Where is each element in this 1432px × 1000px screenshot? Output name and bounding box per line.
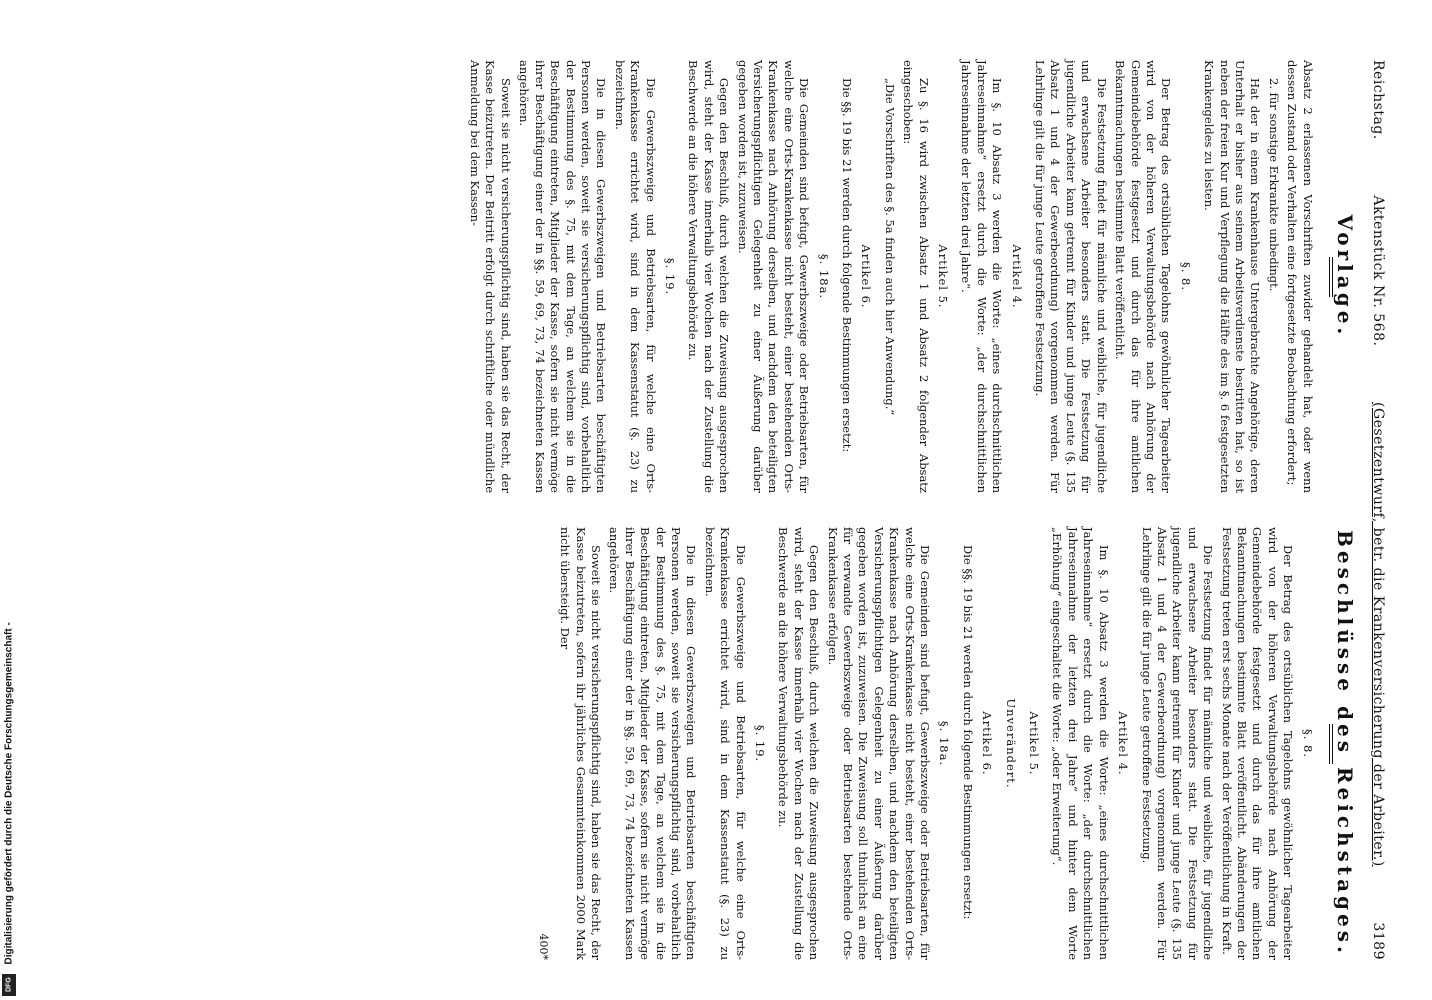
- article-title: Artikel 4.: [1009, 244, 1024, 309]
- column-heading-beschluesse: Beschlüsse des Reichstages.: [1333, 530, 1357, 957]
- paragraph: Im §. 10 Absatz 3 werden die Worte: „eines durchschnittlichen Jahreseinnahme“ ersetzt durch die Worte: „der durchschnittlichen Jahreseinnahme der letzten drei Jahre“ und hinter dem Worte „Erhöhung“ eingeschaltet die Worte: „oder Erweiterung“.: [1050, 527, 1111, 960]
- paragraph: „Die Vorschriften des §. 5a finden auch hier Anwendung.“: [882, 78, 897, 416]
- section-title: §. 19.: [662, 257, 677, 296]
- paragraph: Die Gewerbszweige und Betriebsarten, für welche eine Orts-Krankenkasse errichtet wird, sind in dem Kassenstatut (§. 23) zu bezeichnen.: [702, 527, 748, 960]
- column-heading-vorlage: Vorlage.: [1333, 214, 1357, 339]
- heading-rule: [1329, 257, 1333, 297]
- paragraph: Die in diesen Gewerbszweigen und Betriebsarten beschäftigten Personen werden, soweit sie versicherungspflichtig sind, vorbehaltlich der Bestimmung des §. 75, mit dem Tage, an welchem sie in die Beschäftigung eintreten, Mitglieder der Kasse, sofern sie nicht vermöge ihrer Beschäftigung einer der in §§. 59, 69, 73, 74 bezeichneten Kassen angehören.: [517, 60, 609, 493]
- article-title: Artikel 6.: [859, 244, 874, 309]
- paragraph: Die Gemeinden sind befugt, Gewerbszweige oder Betriebsarten, für welche eine Orts-Krankenkasse nicht besteht, einer bestehenden Orts-Krankenkasse nach Anhörung derselben, und nachdem den beteiligten Versicherungspflichtigen Gelegenheit zu einer Äußerung darüber gegeben worden ist, zuzuweisen. Die Zuweisung soll thunlichst an eine für verwandte Gewerbszweige oder Betriebsarten bestehende Orts-Krankenkasse erfolgen.: [825, 527, 933, 960]
- paragraph: Die Gemeinden sind befugt, Gewerbszweige oder Betriebsarten, für welche eine Orts-Krankenkasse nicht besteht, einer bestehenden Orts-Krankenkasse nach Anhörung derselben, und nachdem den beteiligten Versicherungspflichtigen Gelegenheit zu einer Äußerung darüber gegeben worden ist, zuzuweisen.: [735, 60, 812, 493]
- article-title: Artikel 5.: [1027, 711, 1042, 776]
- paragraph: Zu §. 16 wird zwischen Absatz 1 und Absatz 2 folgender Absatz eingeschoben:: [901, 60, 931, 493]
- sheet-signature: 400*: [536, 933, 550, 960]
- paragraph: Die §§. 19 bis 21 werden durch folgende Bestimmungen ersetzt:: [960, 545, 975, 920]
- column-beschluesse: [464, 527, 1356, 960]
- page-number: 3189: [1370, 922, 1386, 960]
- paragraph: Hat der in einem Krankenhause Untergebrachte Angehörige, deren Unterhalt er bisher aus seinem Arbeitsverdienste bestritten hat, so ist neben der freien Kur und Verpflegung die Hälfte des im §. 6 festgesetzten Krankengeldes zu leisten.: [1202, 60, 1263, 493]
- attribution-strip: [0, 0, 18, 1000]
- running-head-subject: (Gesetzentwurf, betr. die Krankenversicherung der Arbeiter.): [1370, 402, 1386, 867]
- attribution-text: Digitalisierung gefördert durch die Deutsche Forschungsgemeinschaft -: [3, 622, 15, 965]
- paragraph: Die Festsetzung findet für männliche und weibliche, für jugendliche und erwachsene Arbeiter besonders statt. Die Festsetzung für jugendliche Arbeiter kann getrennt für Kinder und junge Leute (§. 135 Absatz 1 und 4 der Gewerbeordnung) vorgenommen werden. Für Lehrlinge gilt die für junge Leute getroffene Festsetzung.: [1139, 527, 1216, 960]
- column-vorlage: [464, 60, 1356, 493]
- paragraph: Gegen den Beschluß, durch welchen die Zuweisung ausgesprochen wird, steht der Kasse innerhalb vier Wochen nach der Zustellung die Beschwerde an die höhere Verwaltungsbehörde zu.: [686, 60, 732, 493]
- paragraph: Im §. 10 Absatz 3 werden die Worte: „eines durchschnittlichen Jahreseinnahme“ ersetzt durch die Worte: „der durchschnittlichen Jahreseinnahme der letzten drei Jahre“.: [959, 60, 1005, 493]
- article-title: Artikel 5.: [936, 244, 951, 309]
- article-title: Artikel 4.: [1116, 711, 1131, 776]
- paragraph: Der Betrag des ortsüblichen Tagelohns gewöhnlicher Tagearbeiter wird von der höheren Verwaltungsbehörde nach Anhörung der Gemeindebehörde festgesetzt und durch das für ihre amtlichen Bekanntmachungen bestimmte Blatt veröffentlicht. Abänderungen der Festsetzung treten erst sechs Monate nach der Veröffentlichung in Kraft.: [1219, 527, 1296, 960]
- section-title: §. 8.: [1300, 728, 1315, 759]
- paragraph: Die §§. 19 bis 21 werden durch folgende Bestimmungen ersetzt:: [840, 78, 855, 453]
- paragraph: Die in diesen Gewerbszweigen und Betriebsarten beschäftigten Personen werden, soweit sie versicherungspflichtig sind, vorbehaltlich der Bestimmung des §. 75, mit dem Tage, an welchem sie in die Beschäftigung eintreten, Mitglieder der Kasse, sofern sie nicht vermöge ihrer Beschäftigung einer der in §§. 59, 69, 73, 74 bezeichneten Kassen angehören.: [607, 527, 699, 960]
- paragraph: Die Festsetzung findet für männliche und weibliche, für jugendliche und erwachsene Arbeiter besonders statt. Die Festsetzung für jugendliche Arbeiter kann getrennt für Kinder und junge Leute (§. 135 Absatz 1 und 4 der Gewerbeordnung) vorgenommen werden. Für Lehrlinge gilt die für junge Leute getroffene Festsetzung.: [1033, 60, 1109, 493]
- paragraph: Der Betrag des ortsüblichen Tagelohns gewöhnlicher Tagearbeiter wird von der höheren Verwaltungsbehörde nach Anhörung der Gemeindebehörde festgesetzt und durch das für ihre amtlichen Bekanntmachungen bestimmte Blatt veröffentlicht.: [1113, 60, 1174, 493]
- scanned-page: [110, 0, 1400, 1000]
- running-head: [1370, 60, 1386, 960]
- running-head-left: Reichstag.: [1370, 60, 1386, 140]
- columns: [464, 60, 1356, 960]
- dfg-logo: DFG: [2, 974, 16, 996]
- page-frame: [110, 0, 1410, 1000]
- article-title: Artikel 6.: [980, 711, 995, 776]
- section-title: §. 19.: [753, 724, 767, 763]
- paragraph: Absatz 2 erlassenen Vorschriften zuwider gehandelt hat, oder wenn dessen Zustand oder Verhalten eine fortgesetzte Beobachtung erfordert;: [1285, 60, 1315, 493]
- paragraph: Soweit sie nicht versicherungspflichtig sind, haben sie das Recht, der Kasse beizutreten. Der Beitritt erfolgt durch schriftliche oder mündliche Anmeldung bei dem Kassen-: [468, 60, 513, 493]
- running-head-document: Aktenstück Nr. 568.: [1370, 195, 1386, 347]
- paragraph: Die Gewerbszweige und Betriebsarten, für welche eine Orts-Krankenkasse errichtet wird, sind in dem Kassenstatut (§. 23) zu bezeichnen.: [612, 60, 658, 493]
- unchanged-note: Unverändert.: [1003, 698, 1018, 789]
- section-title: §. 18a.: [816, 253, 831, 300]
- section-title: §. 18a.: [937, 720, 952, 767]
- paragraph: 2. für sonstige Erkrankte unbedingt.: [1266, 78, 1281, 292]
- heading-rule: [1329, 724, 1333, 764]
- paragraph: Soweit sie nicht versicherungspflichtig sind, haben sie das Recht, der Kasse beizutreten, sofern ihr jährliches Gesammteinkommen 2000 Mark nicht übersteigt. Der: [558, 527, 603, 960]
- paragraph: Gegen den Beschluß, durch welchen die Zuweisung ausgesprochen wird, steht der Kasse innerhalb vier Wochen nach der Zustellung die Beschwerde an die höhere Verwaltungsbehörde zu.: [776, 527, 822, 960]
- section-title: §. 8.: [1178, 261, 1193, 292]
